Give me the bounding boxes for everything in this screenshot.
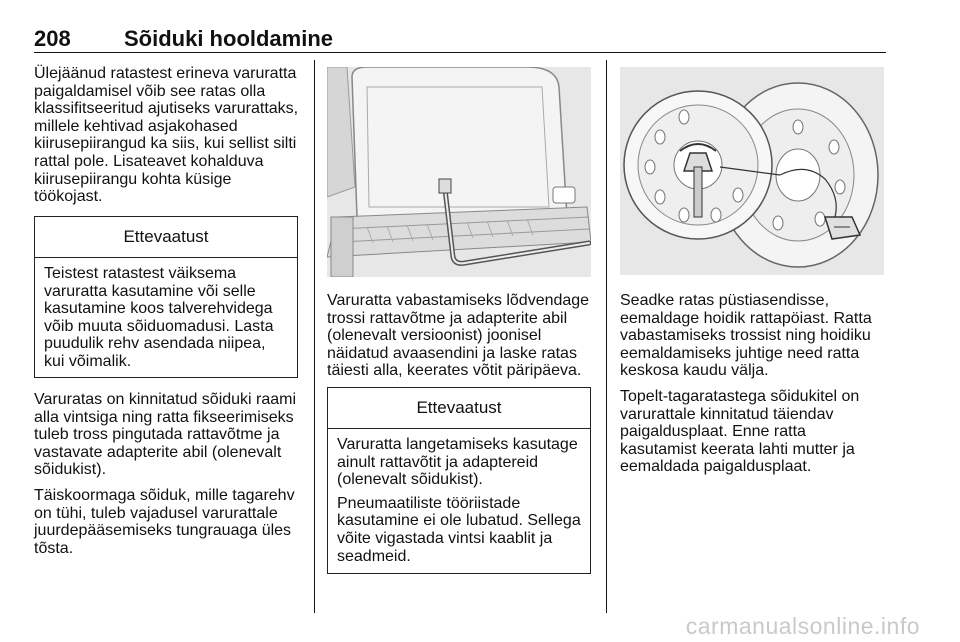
column-1-body <box>34 391 304 557</box>
spare-wheel-paragraph: Ülejäänud ratastest erineva varuratta paigaldamisel võib see ratas olla klassifitseeritud ajutiseks varurattaks, millele kehtivad asjakohased kiirusepiirangud ka siis, kui sellist silti rattal pole. Lisateavet kohalduva kiirusepiirangu kohta küsige töökojast. <box>34 65 299 206</box>
column-divider-1 <box>314 60 315 613</box>
release-cable-paragraph: Varuratta vabastamiseks lõdvendage trossi rattavõtme ja adapterite abil (olenevalt versioonist) joonisel näidatud avaasendini ja laske ratas täiesti alla, keerates võtit päripäeva. <box>327 292 590 380</box>
winch-key-drawing <box>327 67 591 277</box>
caution-heading: Ettevaatust <box>35 217 297 258</box>
upright-wheel-paragraph: Seadke ratas püstiasendisse, eemaldage hoidik rattapöiast. Ratta vabastamiseks trossist ning hoidiku eemaldamiseks juhtige need ratta keskosa kaudu välja. <box>620 292 872 380</box>
caution-box-1 <box>34 216 298 378</box>
spare-wheel-drawing <box>620 67 884 275</box>
jack-paragraph: Täiskoormaga sõiduk, mille tagarehv on tühi, tuleb vajadusel varurattale juurdepääsemiseks tungrauaga üles tõsta. <box>34 486 295 557</box>
caution-text: Teistest ratastest väiksema varuratta kasutamine või selle kasutamine koos talverehvidega võib muuta sõiduomadusi. Lasta puudulik rehv asendada niipea, kui võimalik. <box>44 265 274 370</box>
watermark: carmanualsonline.info <box>685 613 920 639</box>
caution-box-2 <box>327 387 591 574</box>
column-1-intro <box>34 65 304 206</box>
column-divider-2 <box>606 60 607 613</box>
illustration-spare-wheel <box>620 67 884 275</box>
caution-text-2: Pneumaatiliste tööriistade kasutamine ei ole lubatud. Sellega võite vigastada vintsi kaablit ja seadmeid. <box>337 494 581 565</box>
illustration-winch-key <box>327 67 591 277</box>
header-rule <box>34 52 886 53</box>
section-title: Sõiduki hooldamine <box>124 26 334 51</box>
column-3-body <box>620 292 886 476</box>
column-2-body <box>327 292 599 380</box>
winch-paragraph: Varuratas on kinnitatud sõiduki raami alla vintsiga ning ratta fikseerimiseks tuleb tross pingutada rattavõtme ja vastavate adapterite abil (olenevalt sõidukist). <box>34 391 297 479</box>
page-number: 208 <box>34 26 71 51</box>
caution-heading: Ettevaatust <box>328 388 590 429</box>
dual-wheel-paragraph: Topelt-tagaratastega sõidukitel on varurattale kinnitatud täiendav paigaldusplaat. Enne ratta kasutamist keerata lahti mutter ja eemaldada paigaldusplaat. <box>620 387 860 476</box>
caution-text-1: Varuratta langetamiseks kasutage ainult rattavõtit ja adaptereid (olenevalt sõidukist). <box>337 436 578 489</box>
